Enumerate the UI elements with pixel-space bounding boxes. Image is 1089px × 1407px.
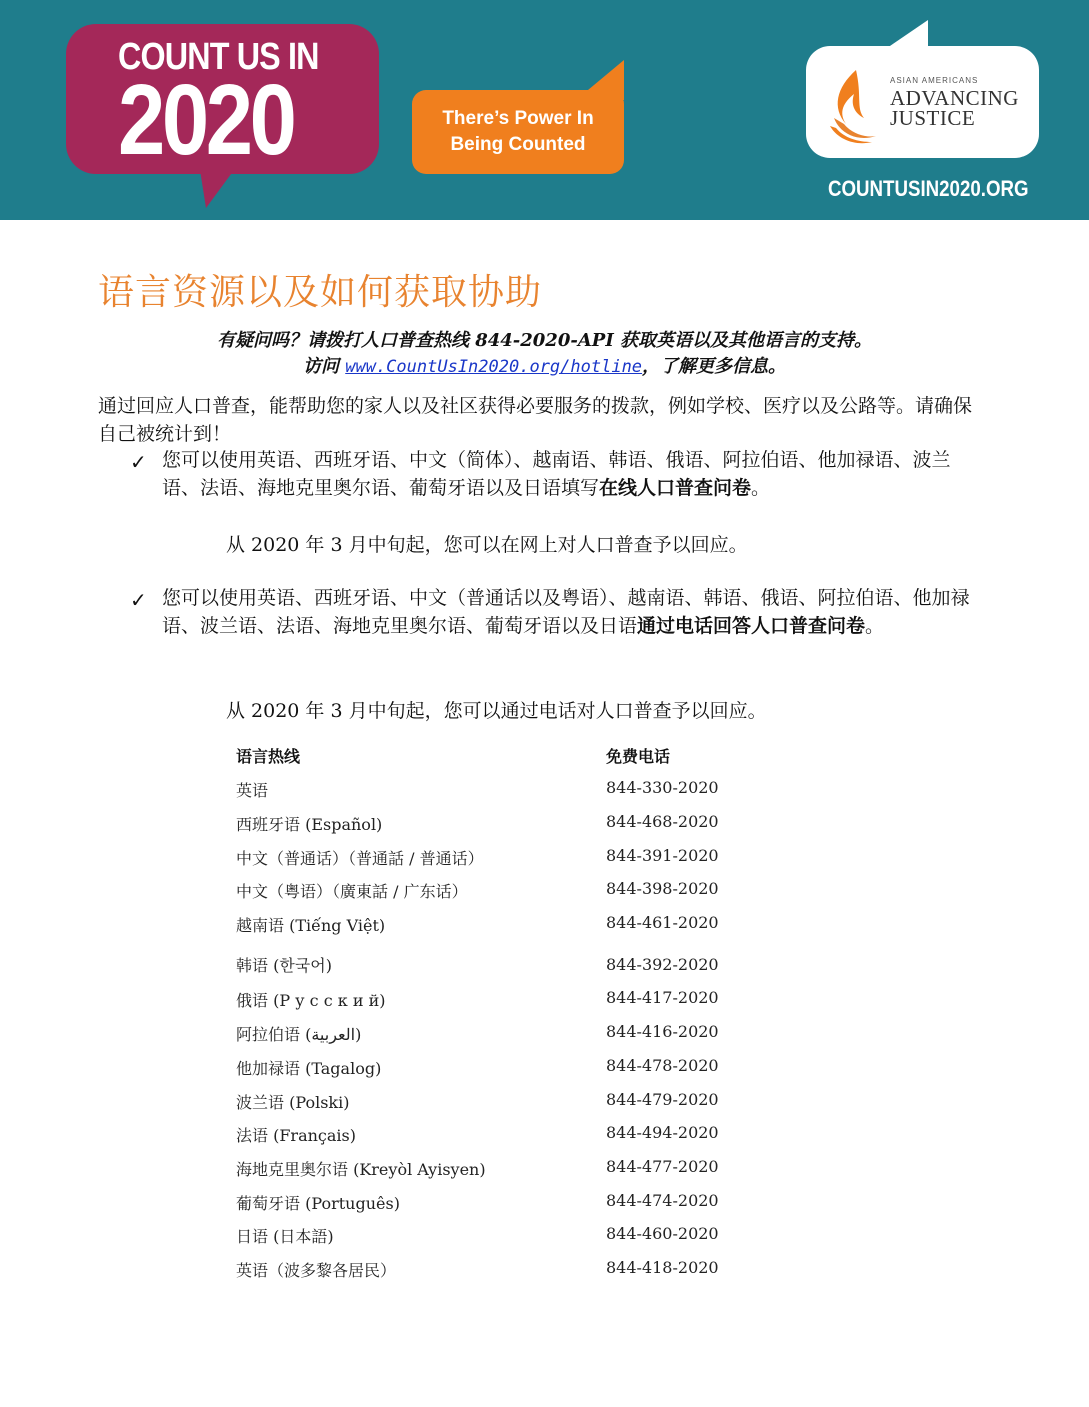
table-row-phone: 844-479-2020 (606, 1090, 719, 1109)
table-row-language: 韩语 (한국어) (236, 956, 332, 975)
online-item-end: 。 (751, 477, 771, 499)
tagline-line1: There’s Power In (442, 108, 594, 129)
checkmark-icon: ✓ (130, 450, 147, 474)
table-header-language: 语言热线 (236, 747, 301, 766)
table-row-language: 日语 (日本語) (236, 1227, 334, 1246)
table-row-language: 阿拉伯语 (العربية) (236, 1025, 362, 1044)
tagline-line2: Being Counted (450, 134, 586, 155)
hotline-line2-prefix: 访问 (302, 356, 346, 377)
flame-icon (826, 68, 886, 144)
table-row-language: 英语 (236, 781, 269, 800)
table-row-language: 英语（波多黎各居民） (236, 1261, 397, 1280)
online-item-text: 您可以使用英语、西班牙语、中文（简体）、越南语、韩语、俄语、阿拉伯语、他加禄语、波兰语、法语、海地克里奥尔语、葡萄牙语以及日语填写 (162, 449, 951, 499)
table-row-phone: 844-416-2020 (606, 1022, 719, 1041)
hotline-line2 (0, 352, 1089, 378)
table-row-phone: 844-398-2020 (606, 879, 719, 898)
table-row-phone: 844-478-2020 (606, 1056, 719, 1075)
checkmark-icon: ✓ (130, 588, 147, 612)
intro-paragraph: 通过回应人口普查，能帮助您的家人以及社区获得必要服务的拨款，例如学校、医疗以及公路等。请确保自己被统计到！ (98, 395, 973, 445)
table-row-phone: 844-460-2020 (606, 1224, 719, 1243)
website-label: COUNTUSIN2020.ORG (828, 176, 1029, 201)
logo-line2: 2020 (118, 64, 294, 176)
online-item-bold: 在线人口普查问卷 (599, 477, 752, 499)
phone-note: 从 2020 年 3 月中旬起，您可以通过电话对人口普查予以回应。 (226, 700, 767, 722)
table-row-phone: 844-392-2020 (606, 955, 719, 974)
org-small-text: ASIAN AMERICANS (890, 76, 979, 85)
hotline-link[interactable]: www.CountUsIn2020.org/hotline (345, 357, 643, 377)
table-row-phone: 844-474-2020 (606, 1191, 719, 1210)
table-row-language: 西班牙语 (Español) (236, 815, 383, 834)
table-row-phone: 844-461-2020 (606, 913, 719, 932)
table-row-phone: 844-417-2020 (606, 988, 719, 1007)
hotline-line2-suffix: ，了解更多信息。 (642, 356, 787, 377)
table-row-phone: 844-418-2020 (606, 1258, 719, 1277)
online-item (162, 446, 982, 502)
table-row-language: 俄语 (Р у с с к и й) (236, 991, 386, 1010)
table-row-phone: 844-391-2020 (606, 846, 719, 865)
tagline-text (412, 106, 624, 158)
online-note: 从 2020 年 3 月中旬起，您可以在网上对人口普查予以回应。 (226, 534, 748, 556)
table-row-phone: 844-468-2020 (606, 812, 719, 831)
table-row-language: 波兰语 (Polski) (236, 1093, 350, 1112)
hotline-line1: 有疑问吗？请拨打人口普查热线 844-2020-API 获取英语以及其他语言的支持。 (216, 330, 873, 351)
phone-item (162, 584, 982, 640)
table-row-language: 海地克里奥尔语 (Kreyòl Ayisyen) (236, 1160, 486, 1179)
phone-item-end: 。 (865, 615, 885, 637)
logo-line1: COUNT US IN (118, 36, 319, 78)
table-row-phone: 844-494-2020 (606, 1123, 719, 1142)
org-name-line1: ADVANCING (890, 86, 1019, 110)
table-row-language: 法语 (Français) (236, 1126, 356, 1145)
table-row-language: 越南语 (Tiếng Việt) (236, 916, 386, 935)
table-row-phone: 844-330-2020 (606, 778, 719, 797)
table-row-phone: 844-477-2020 (606, 1157, 719, 1176)
table-row-language: 中文（普通话）（普通話 / 普通话） (236, 849, 484, 868)
phone-item-text: 您可以使用英语、西班牙语、中文（普通话以及粤语）、越南语、韩语、俄语、阿拉伯语、他加禄语、波兰语、法语、海地克里奥尔语、葡萄牙语以及日语 (162, 587, 970, 637)
phone-item-bold: 通过电话回答人口普查问卷 (637, 615, 866, 637)
table-row-language: 葡萄牙语 (Português) (236, 1194, 400, 1213)
page-title: 语言资源以及如何获取协助 (98, 272, 543, 313)
table-row-language: 中文（粤语）（廣東話 / 广东话） (236, 882, 468, 901)
table-header-phone: 免费电话 (606, 747, 671, 766)
org-name-line2: JUSTICE (890, 106, 976, 130)
table-row-language: 他加禄语 (Tagalog) (236, 1059, 382, 1078)
